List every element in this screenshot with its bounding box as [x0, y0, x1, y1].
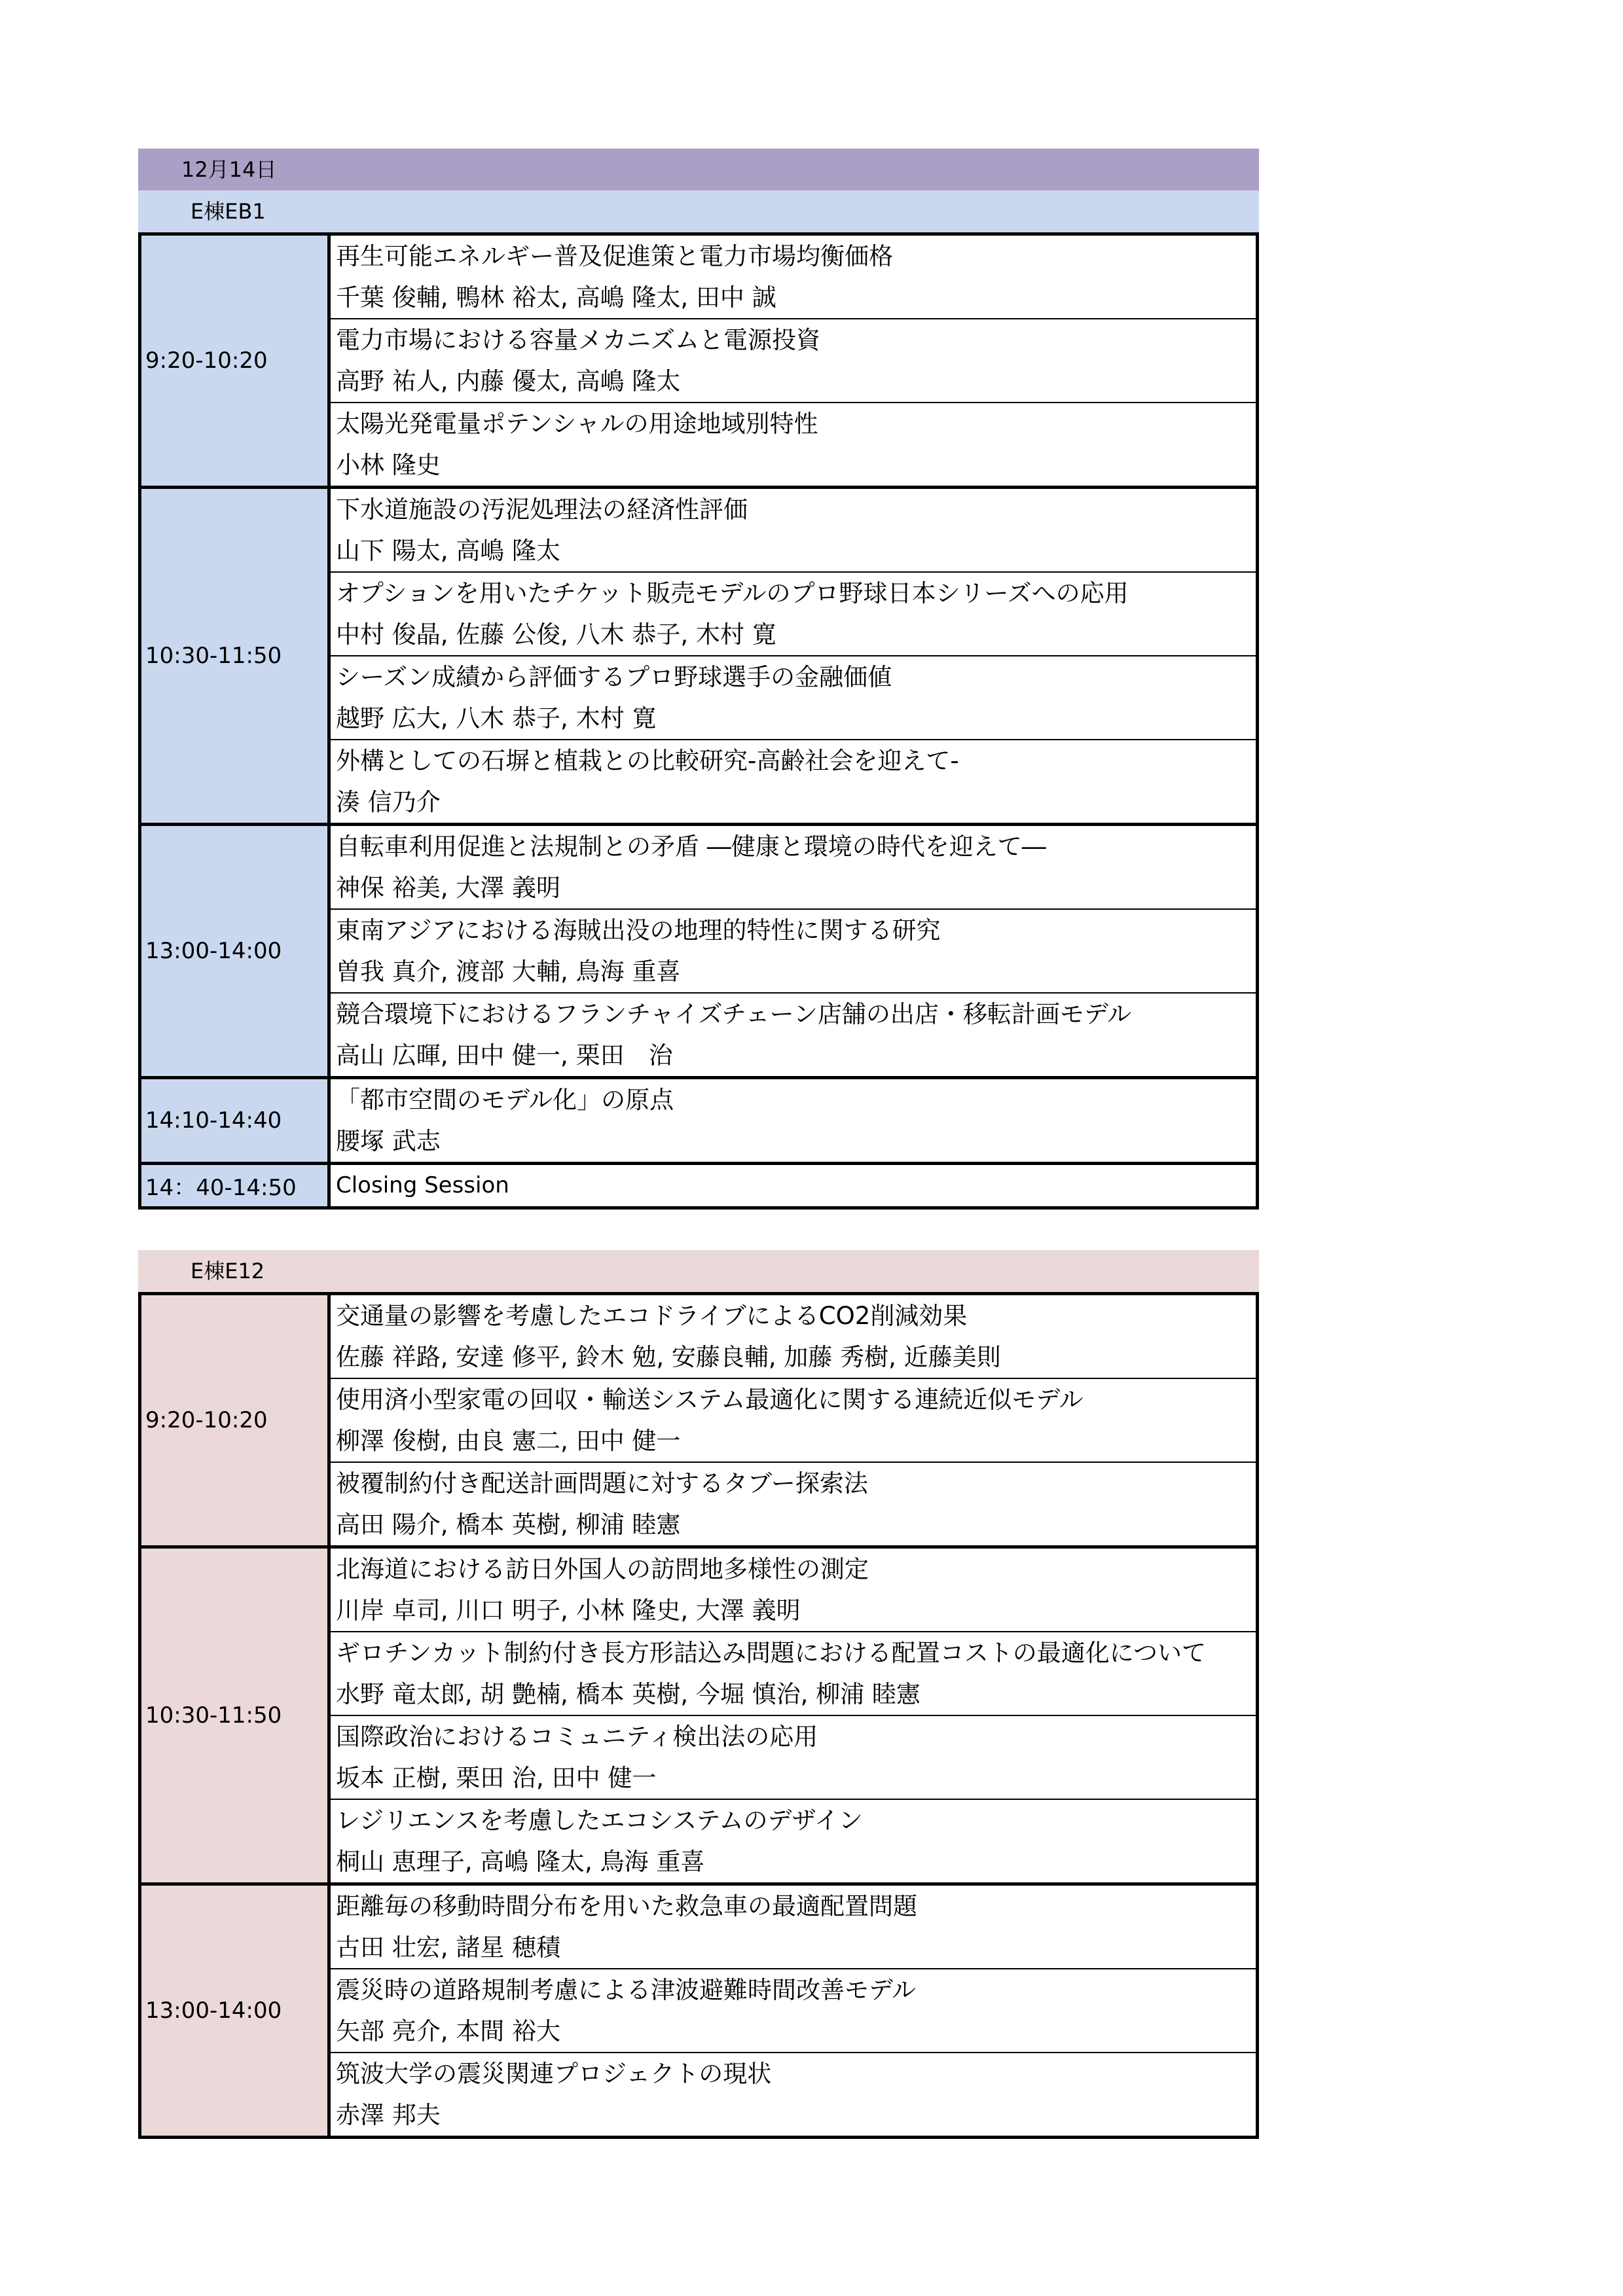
- time-slot-row: [140, 1164, 1258, 1208]
- talks-cell: [329, 234, 1258, 488]
- talk-entry: [331, 908, 1256, 992]
- talks-cell: [329, 1547, 1258, 1884]
- talk-entry: [331, 1295, 1256, 1378]
- talks-cell: [329, 1078, 1258, 1164]
- talk-authors: 高田 陽介, 橋本 英樹, 柳浦 睦憲: [336, 1511, 681, 1539]
- time-slot-label: 13:00-14:00: [140, 825, 329, 1078]
- time-slot-row: [140, 825, 1258, 1078]
- talk-authors: 古田 壮宏, 諸星 穂積: [336, 1933, 561, 1962]
- talk-entry: [331, 739, 1256, 823]
- time-slot-label: 9:20-10:20: [140, 1294, 329, 1547]
- talk-entry: [331, 1079, 1256, 1162]
- talk-entry: [331, 1968, 1256, 2052]
- time-slot-row: [140, 1078, 1258, 1164]
- talk-authors: 湊 信乃介: [336, 788, 441, 816]
- talk-authors: 川岸 卓司, 川口 明子, 小林 隆史, 大澤 義明: [336, 1596, 801, 1624]
- talk-title: 電力市場における容量メカニズムと電源投資: [336, 326, 820, 354]
- talk-title: 震災時の道路規制考慮による津波避難時間改善モデル: [336, 1976, 917, 2004]
- time-slot-label: 10:30-11:50: [140, 1547, 329, 1884]
- talk-title: 下水道施設の汚泥処理法の経済性評価: [336, 495, 748, 524]
- talk-title: 外構としての石塀と植栽との比較研究-高齢社会を迎えて-: [336, 747, 959, 775]
- talk-authors: 柳澤 俊樹, 由良 憲二, 田中 健一: [336, 1427, 681, 1455]
- talk-title: 交通量の影響を考慮したエコドライブによるCO2削減効果: [336, 1302, 968, 1330]
- closing-session-label: Closing Session: [336, 1172, 509, 1198]
- talks-cell: [329, 1884, 1258, 2138]
- date-header: 12月14日: [138, 149, 1259, 190]
- talk-authors: 矢部 亮介, 本間 裕大: [336, 2017, 561, 2045]
- talks-cell: [329, 488, 1258, 825]
- talk-authors: 神保 裕美, 大澤 義明: [336, 874, 561, 902]
- talk-authors: 水野 竜太郎, 胡 艶楠, 橋本 英樹, 今堀 慎治, 柳浦 睦憲: [336, 1680, 921, 1708]
- session-block-eb1: [138, 149, 1259, 1210]
- talk-entry: [331, 571, 1256, 655]
- talk-entry: [331, 489, 1256, 571]
- schedule-table: [138, 232, 1259, 1210]
- session-block-e12: [138, 1250, 1259, 2139]
- schedule-table: [138, 1292, 1259, 2139]
- talk-authors: 中村 俊晶, 佐藤 公俊, 八木 恭子, 木村 寛: [336, 620, 776, 649]
- talk-authors: 佐藤 祥路, 安達 修平, 鈴木 勉, 安藤良輔, 加藤 秀樹, 近藤美則: [336, 1343, 1001, 1371]
- talk-title: 筑波大学の震災関連プロジェクトの現状: [336, 2060, 772, 2088]
- talk-authors: 坂本 正樹, 栗田 治, 田中 健一: [336, 1764, 657, 1792]
- room-header: E棟EB1: [138, 190, 1259, 232]
- time-slot-row: [140, 1294, 1258, 1547]
- time-slot-row: [140, 1547, 1258, 1884]
- talk-authors: 高野 祐人, 内藤 優太, 高嶋 隆太: [336, 367, 681, 395]
- room-header: E棟E12: [138, 1250, 1259, 1292]
- talk-title: 北海道における訪日外国人の訪問地多様性の測定: [336, 1555, 869, 1583]
- time-slot-label: 14：40-14:50: [140, 1164, 329, 1208]
- time-slot-label: 13:00-14:00: [140, 1884, 329, 2138]
- talk-title: 距離毎の移動時間分布を用いた救急車の最適配置問題: [336, 1892, 917, 1920]
- talk-entry: [331, 1715, 1256, 1799]
- talk-entry: [331, 826, 1256, 908]
- time-slot-row: [140, 234, 1258, 488]
- talk-title: 太陽光発電量ポテンシャルの用途地域別特性: [336, 410, 818, 438]
- time-slot-row: [140, 1884, 1258, 2138]
- talk-title: 再生可能エネルギー普及促進策と電力市場均衡価格: [336, 242, 893, 270]
- time-slot-row: [140, 488, 1258, 825]
- talk-entry: [331, 2052, 1256, 2136]
- talk-title: 東南アジアにおける海賊出没の地理的特性に関する研究: [336, 916, 941, 944]
- talk-title: 使用済小型家電の回収・輸送システム最適化に関する連続近似モデル: [336, 1386, 1084, 1414]
- time-slot-label: 14:10-14:40: [140, 1078, 329, 1164]
- talk-title: 国際政治におけるコミュニティ検出法の応用: [336, 1723, 818, 1751]
- talk-title: レジリエンスを考慮したエコシステムのデザイン: [336, 1806, 863, 1835]
- talk-entry: [331, 1799, 1256, 1882]
- talk-entry: [331, 1886, 1256, 1968]
- talks-cell: [329, 1294, 1258, 1547]
- talks-cell: [329, 825, 1258, 1078]
- talk-authors: 赤澤 邦夫: [336, 2101, 441, 2129]
- talk-authors: 千葉 俊輔, 鴨林 裕太, 高嶋 隆太, 田中 誠: [336, 283, 776, 312]
- talk-title: 被覆制約付き配送計画問題に対するタブー探索法: [336, 1469, 868, 1498]
- talk-authors: 桐山 恵理子, 高嶋 隆太, 鳥海 重喜: [336, 1848, 705, 1876]
- talk-title: シーズン成績から評価するプロ野球選手の金融価値: [336, 663, 892, 691]
- time-slot-label: 10:30-11:50: [140, 488, 329, 825]
- talk-entry: [331, 402, 1256, 486]
- time-slot-label: 9:20-10:20: [140, 234, 329, 488]
- talk-authors: 越野 広大, 八木 恭子, 木村 寛: [336, 704, 657, 732]
- talk-entry: [331, 318, 1256, 402]
- talk-entry: [331, 1631, 1256, 1715]
- talk-title: オプションを用いたチケット販売モデルのプロ野球日本シリーズへの応用: [336, 579, 1129, 607]
- talk-authors: 曽我 真介, 渡部 大輔, 鳥海 重喜: [336, 958, 681, 986]
- talk-authors: 小林 隆史: [336, 451, 441, 479]
- talk-title: 「都市空間のモデル化」の原点: [336, 1086, 674, 1114]
- talk-entry: [331, 1378, 1256, 1462]
- talk-entry: [331, 236, 1256, 318]
- talk-title: 競合環境下におけるフランチャイズチェーン店舗の出店・移転計画モデル: [336, 1000, 1132, 1028]
- talk-entry: [331, 1549, 1256, 1631]
- talk-entry: [331, 992, 1256, 1076]
- talk-title: 自転車利用促進と法規制との矛盾 ―健康と環境の時代を迎えて―: [336, 833, 1046, 861]
- talk-title: ギロチンカット制約付き長方形詰込み問題における配置コストの最適化について: [336, 1639, 1207, 1667]
- talk-authors: 腰塚 武志: [336, 1127, 441, 1155]
- talk-entry: [331, 655, 1256, 739]
- talks-cell: [329, 1164, 1258, 1208]
- talk-authors: 高山 広暉, 田中 健一, 栗田 治: [336, 1041, 673, 1069]
- talk-authors: 山下 陽太, 高嶋 隆太: [336, 537, 561, 565]
- talk-entry: [331, 1462, 1256, 1545]
